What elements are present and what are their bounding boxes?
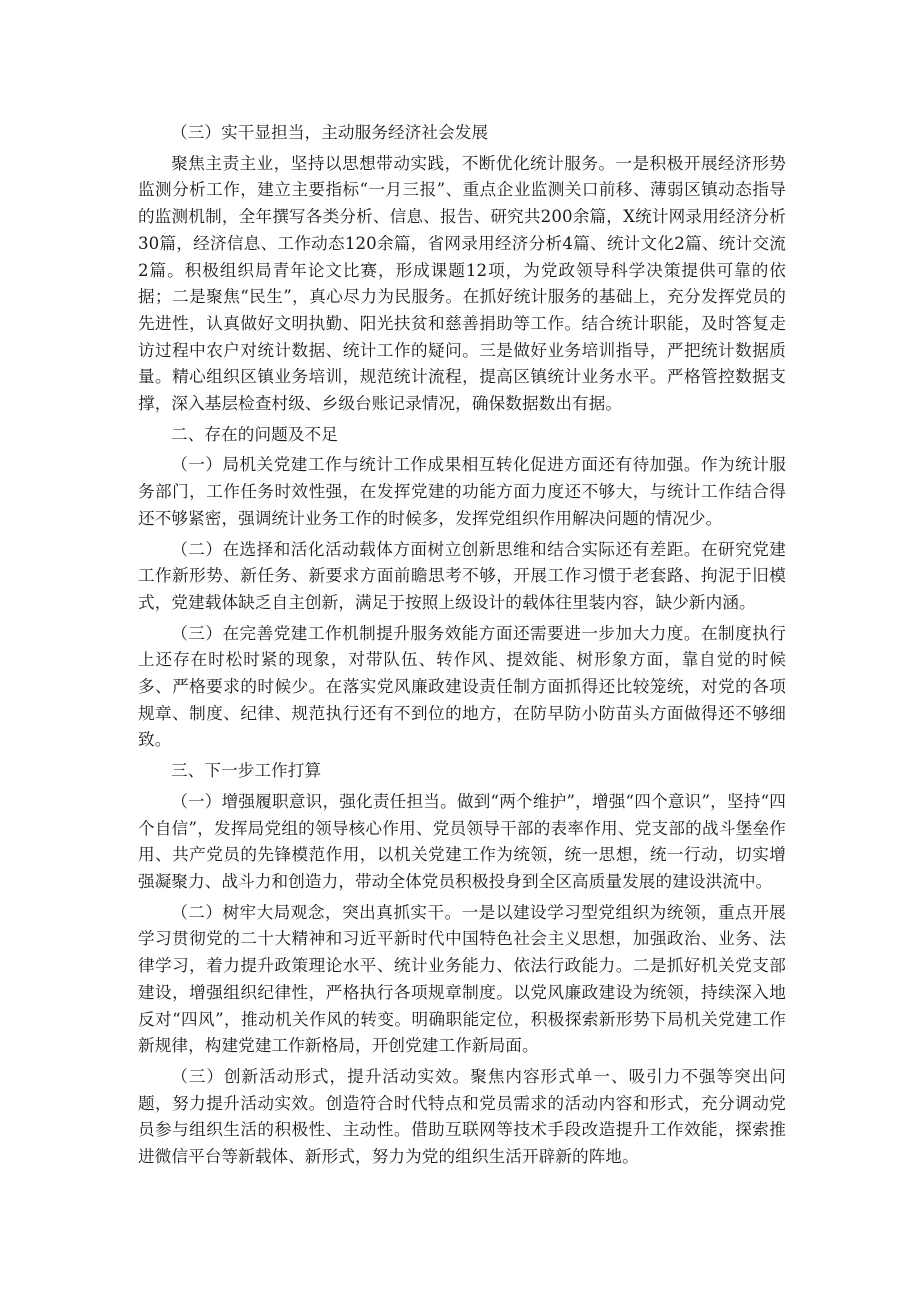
section-heading: 二、存在的问题及不足: [171, 424, 338, 444]
paragraph-text: 在研究党建工作新形势、新任务、新要求方面前瞻思考不够，开展工作习惯于老套路、拘泥于旧模式，党建载体缺乏自主创新，满足于按照上级设计的载体往里装内容，缺少新内涵。: [138, 539, 787, 612]
subsection-heading: （三）实干显担当，主动服务经济社会发展: [171, 123, 489, 142]
paragraph-text: 聚焦内容形式单一、吸引力不强等突出问题，努力提升活动实效。创造符合时代特点和党员需求的活动内容和形式，充分调动党员参与组织生活的积极性、主动性。借助互联网等技术手段改造提升工作效能，探索推进微信平台等新载体、新形式，努力为党的组织生活开辟新的阵地。: [138, 1066, 786, 1167]
paragraph: [138, 452, 786, 532]
paragraph-lead: （二）树牢大局观念，突出真抓实干。: [171, 902, 462, 922]
paragraph: [138, 1064, 786, 1171]
paragraph: [138, 537, 786, 617]
paragraph-text: 在制度执行上还存在时松时紧的现象，对带队伍、转作风、提效能、树形象方面，靠自觉的时候多、严格要求的时候少。在落实党风廉政建设责任制方面抓得还比较笼统，对党的各项规章、制度、纪律、规范执行还有不到位的地方，在防早防小防苗头方面做得还不够细致。: [138, 623, 787, 750]
paragraph: 聚焦主责主业，坚持以思想带动实践，不断优化统计服务。一是积极开展经济形势监测分析工作，建立主要指标“一月三报”、重点企业监测关口前移、薄弱区镇动态指导的监测机制，全年撰写各类分析、信息、报告、研究共200余篇，X统计网录用经济分析30篇，经济信息、工作动态120余篇，省网录用经济分析4篇、统计文化2篇、统计交流2篇。积极组织局青年论文比赛，形成课题12项，为党政领导科学决策提供可靠的依据；二是聚焦“民生”，真心尽力为民服务。在抓好统计服务的基础上，充分发挥党员的先进性，认真做好文明执勤、阳光扶贫和慈善捐助等工作。结合统计职能，及时答复走访过程中农户对统计数据、统计工作的疑问。三是做好业务培训指导，严把统计数据质量。精心组织区镇业务培训，规范统计流程，提高区镇统计业务水平。严格管控数据支撑，深入基层检查村级、乡级台账记录情况，确保数据数出有据。: [138, 153, 786, 414]
paragraph: [138, 621, 786, 755]
paragraph-lead: （一）局机关党建工作与统计工作成果相互转化促进方面还有待加强。: [171, 455, 701, 475]
document-body: [138, 120, 786, 1175]
paragraph: [138, 789, 786, 896]
paragraph-lead: （三）创新活动形式，提升活动实效。: [171, 1066, 471, 1086]
paragraph-text: 作为统计服务部门，工作任务时效性强，在发挥党建的功能方面力度还不够大，与统计工作结合得还不够紧密，强调统计业务工作的时候多，发挥党组织作用解决问题的情况少。: [138, 455, 787, 528]
paragraph-lead: （二）在选择和活化活动载体方面树立创新思维和结合实际还有差距。: [171, 539, 701, 559]
paragraph-lead: （三）在完善党建工作机制提升服务效能方面还需要进一步加大力度。: [171, 623, 701, 643]
paragraph: [138, 900, 786, 1060]
paragraph-lead: （一）增强履职意识，强化责任担当。: [171, 791, 457, 811]
paragraph-text: 一是以建设学习型党组织为统领，重点开展学习贯彻党的二十大精神和习近平新时代中国特色社会主义思想，加强政治、业务、法律学习，着力提升政策理论水平、统计业务能力、依法行政能力。二是抓好机关党支部建设，增强组织纪律性，严格执行各项规章制度。以党风廉政建设为统领，持续深入地反对“四风”，推动机关作风的转变。明确职能定位，积极探索新形势下局机关党建工作新规律，构建党建工作新格局，开创党建工作新局面。: [138, 902, 786, 1056]
section-heading: 三、下一步工作打算: [171, 761, 322, 781]
paragraph-text: 做到“两个维护”，增强“四个意识”，坚持“四个自信”，发挥局党组的领导核心作用、党员领导干部的表率作用、党支部的战斗堡垒作用、共产党员的先锋模范作用，以机关党建工作为统领，统一思想，统一行动，切实增强凝聚力、战斗力和创造力，带动全体党员积极投身到全区高质量发展的建设洪流中。: [138, 791, 786, 891]
